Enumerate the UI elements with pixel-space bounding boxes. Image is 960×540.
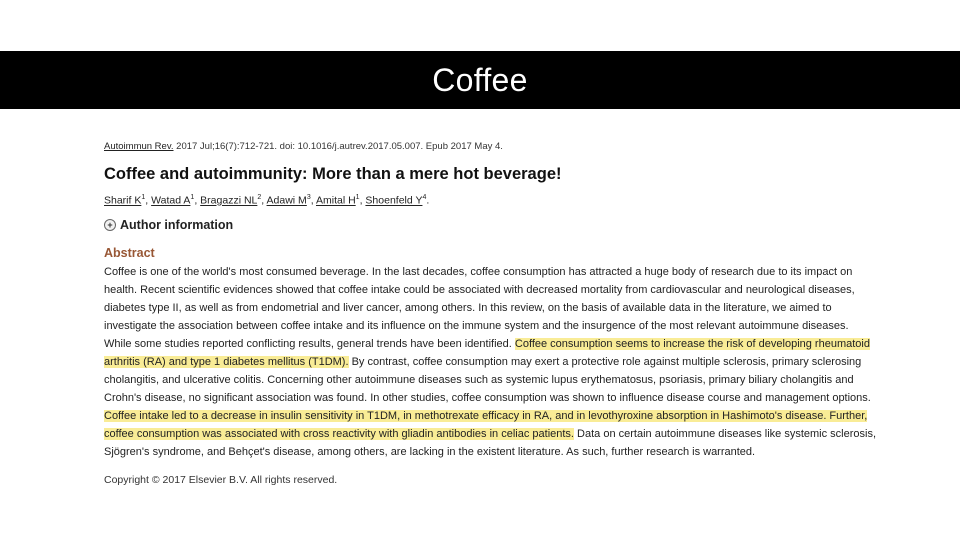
slide-title-bar [0, 51, 960, 109]
abstract-heading: Abstract [104, 245, 155, 260]
author-affiliation: 1 [355, 194, 360, 201]
abstract-segment: Data on certain autoimmune diseases like systemic sclerosis, Sjögren's syndrome, and Behçet's disease, among others, are lacking in the existent literature. As such, further research is warranted. [104, 428, 876, 459]
slide-title: Coffee [432, 61, 528, 98]
highlighted-finding: Coffee consumption seems to increase the risk of developing rheumatoid arthritis (RA) and type 1 diabetes mellitus (T1DM). [104, 337, 870, 368]
expand-plus-icon: + [104, 219, 116, 231]
author-information-label: Author information [120, 217, 234, 232]
citation [104, 140, 876, 154]
abstract-segment: By contrast, coffee consumption may exert a protective role against multiple sclerosis, primary sclerosing cholangitis, and ulcerative colitis. Concerning other autoimmune diseases such as systemic lupus erythematosus, psoriasis, primary biliary cholangitis and Crohn's disease, no significant association was found. In other studies, coffee consumption was shown to influence disease course and management options. [104, 355, 871, 405]
author-affiliation: 3 [306, 194, 311, 201]
abstract-text [104, 263, 876, 462]
journal-link[interactable]: Autoimmun Rev. [104, 141, 174, 152]
author-link[interactable]: Sharif K [104, 194, 142, 207]
author-affiliation: 4 [422, 194, 427, 201]
article-screenshot [104, 140, 876, 486]
author-information-toggle[interactable] [104, 218, 876, 232]
author-link[interactable]: Bragazzi NL [200, 194, 258, 207]
author-link[interactable]: Amital H [315, 194, 356, 207]
citation-details: 2017 Jul;16(7):712-721. doi: 10.1016/j.autrev.2017.05.007. Epub 2017 May 4. [173, 141, 503, 152]
article-title: Coffee and autoimmunity: More than a mere hot beverage! [104, 165, 562, 183]
copyright-notice: Copyright © 2017 Elsevier B.V. All rights reserved. [104, 473, 338, 486]
abstract-segment: Coffee is one of the world's most consumed beverage. In the last decades, coffee consumption has attracted a huge body of research due to its impact on health. Recent scientific evidences showed that coffee intake could be associated with decreased mortality from cardiovascular and neurological diseases, diabetes type II, as well as from endometrial and liver cancer, among others. In this review, on the basis of available data in the literature, we aimed to investigate the association between coffee intake and its influence on the immune system and the insurgence of the most relevant autoimmune diseases. While some studies reported conflicting results, general trends have been identified. [104, 265, 855, 350]
author-link[interactable]: Shoenfeld Y [365, 194, 423, 207]
author-link[interactable]: Adawi M [266, 194, 307, 207]
author-affiliation: 2 [257, 194, 262, 201]
author-link[interactable]: Watad A [151, 194, 191, 207]
author-list: Sharif $K^1$, Watad $A^1$, Bragazzi $NL^2$, Adawi $M^3$, Amital $H^1$, Shoenfeld $Y^4$. [104, 194, 430, 207]
highlighted-finding: Coffee intake led to a decrease in insulin sensitivity in T1DM, in methotrexate efficacy in RA, and in levothyroxine absorption in Hashimoto's disease. Further, coffee consumption was associated with cross reactivity with gliadin antibodies in celiac patients. [104, 410, 868, 441]
author-affiliation: 1 [141, 194, 146, 201]
author-affiliation: 1 [190, 194, 195, 201]
